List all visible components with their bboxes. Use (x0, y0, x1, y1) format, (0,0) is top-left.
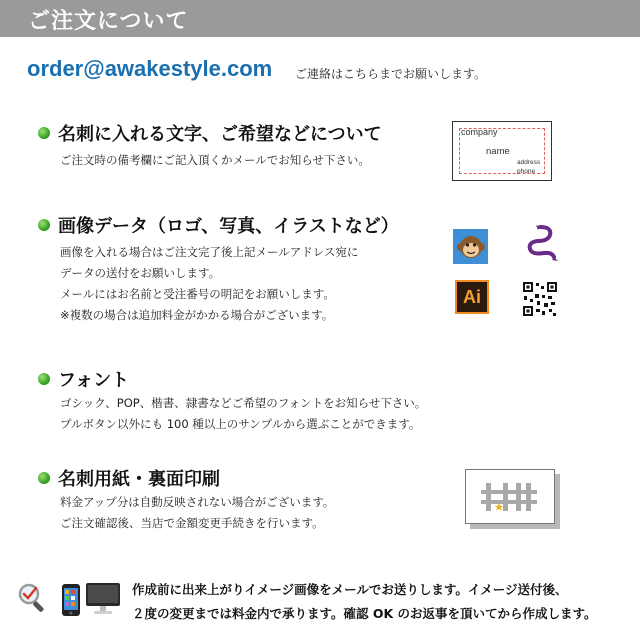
dragon-icon (518, 223, 560, 265)
body-line: 料金アップ分は自動反映されない場合がございます。 (60, 495, 335, 509)
body-line: ご注文確認後、当店で金額変更手続きを行います。 (60, 516, 324, 530)
footer-line-1: 作成前に出来上がりイメージ画像をメールでお送りします。イメージ送付後、 (132, 582, 568, 597)
card-name: name (486, 146, 510, 157)
contact-email-link[interactable]: order@awakestyle.com (27, 56, 273, 81)
section-heading-label: 画像データ（ロゴ、写真、イラストなど） (58, 216, 399, 237)
section-body-font (60, 393, 426, 435)
bullet-icon (38, 373, 50, 385)
body-line: プルボタン以外にも 100 種以上のサンプルから選ぶことができます。 (60, 417, 421, 431)
business-card-sample (452, 121, 552, 181)
section-heading-label: 名刺用紙・裏面印刷 (58, 469, 220, 490)
footer-line-2: ２度の変更までは料金内で承ります。確認 OK のお返事を頂いてから作成します。 (132, 606, 597, 621)
checklist-magnifier-icon (16, 580, 50, 614)
card-phone: phone (517, 168, 536, 175)
page-title: ご注文について (28, 9, 189, 34)
monkey-icon (453, 229, 488, 264)
body-line: メールにはお名前と受注番号の明記をお願いします。 (60, 287, 335, 301)
section-heading-image-data (38, 212, 399, 238)
body-line: ゴシック、POP、楷書、隷書などご希望のフォントをお知らせ下さい。 (60, 396, 427, 410)
body-line: ご注文時の備考欄にご記入頂くかメールでお知らせ下さい。 (60, 153, 370, 167)
illustrator-icon: Ai (455, 280, 489, 314)
section-heading-font (38, 366, 129, 392)
bullet-icon (38, 472, 50, 484)
card-address: address (517, 159, 541, 166)
body-line: 画像を入れる場合はご注文完了後上記メールアドレス宛に (60, 245, 359, 259)
section-body-card-text (60, 150, 370, 171)
qr-code-icon (522, 281, 558, 317)
section-body-paper (60, 492, 334, 534)
bullet-icon (38, 219, 50, 231)
contact-note: ご連絡はこちらまでお願いします。 (295, 67, 487, 81)
body-line: ※複数の場合は追加料金がかかる場合がございます。 (60, 308, 334, 322)
body-line: データの送付をお願いします。 (60, 266, 221, 280)
desktop-monitor-icon (86, 583, 120, 615)
card-company: company (461, 127, 498, 137)
paper-card-icon (465, 469, 555, 524)
section-heading-card-text (38, 120, 382, 146)
section-heading-label: フォント (58, 370, 130, 391)
header-bar (0, 0, 640, 37)
section-body-image-data (60, 242, 358, 326)
section-heading-label: 名刺に入れる文字、ご希望などについて (58, 124, 382, 145)
smartphone-icon (62, 584, 80, 616)
section-heading-paper (38, 465, 220, 491)
bullet-icon (38, 127, 50, 139)
